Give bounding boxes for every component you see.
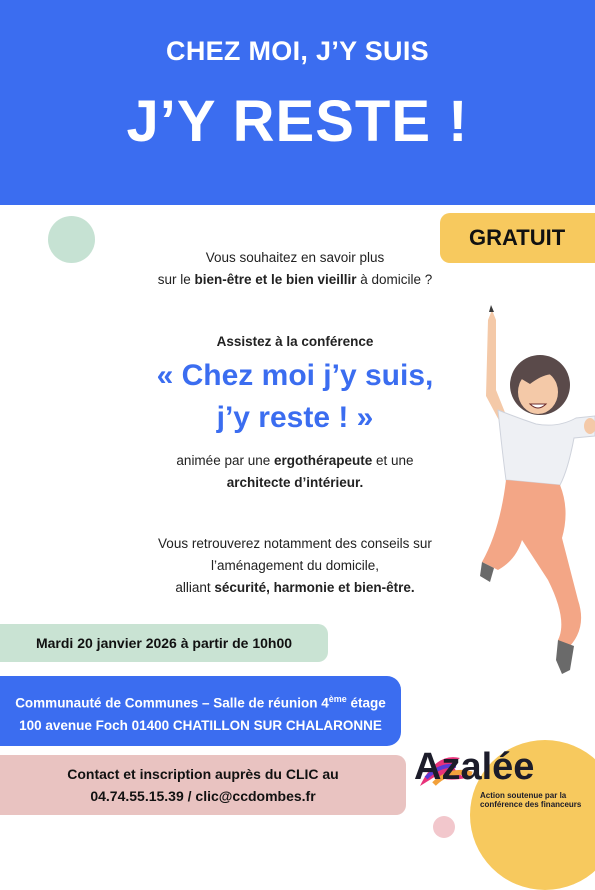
azalee-logo bbox=[414, 746, 589, 826]
banner-title: J’Y RESTE ! bbox=[126, 89, 469, 154]
location-banner: Communauté de Communes – Salle de réunion 4ème étage 100 avenue Foch 01400 CHATILLON SUR CHALARONNE bbox=[0, 676, 401, 746]
logo-tagline: Action soutenue par la conférence des financeurs bbox=[480, 791, 582, 809]
speakers-text: animée par une ergothérapeute et une architecte d’intérieur. bbox=[176, 453, 414, 490]
banner-subtitle: CHEZ MOI, J’Y SUIS bbox=[166, 36, 429, 66]
date-banner: Mardi 20 janvier 2026 à partir de 10h00 bbox=[0, 624, 328, 662]
advice-text: Vous retrouverez notamment des conseils sur l’aménagement du domicile, alliant sécurité, harmonie et bien-être. bbox=[158, 536, 432, 595]
decorative-green-circle bbox=[48, 216, 95, 263]
intro-text: Vous souhaitez en savoir plus sur le bien-être et le bien vieillir à domicile ? bbox=[157, 250, 433, 287]
free-badge: GRATUIT bbox=[440, 213, 595, 263]
conference-intro: Assistez à la conférence bbox=[216, 334, 374, 349]
contact-banner: Contact et inscription auprès du CLIC au 04.74.55.15.39 / clic@ccdombes.fr bbox=[0, 755, 406, 815]
logo-word: Azalée bbox=[414, 746, 535, 788]
contact-phone-email: 04.74.55.15.39 / clic@ccdombes.fr bbox=[90, 788, 316, 804]
header-banner bbox=[0, 0, 595, 205]
happy-woman-illustration bbox=[478, 300, 595, 680]
conference-title: « Chez moi j’y suis, j’y reste ! » bbox=[156, 359, 434, 434]
